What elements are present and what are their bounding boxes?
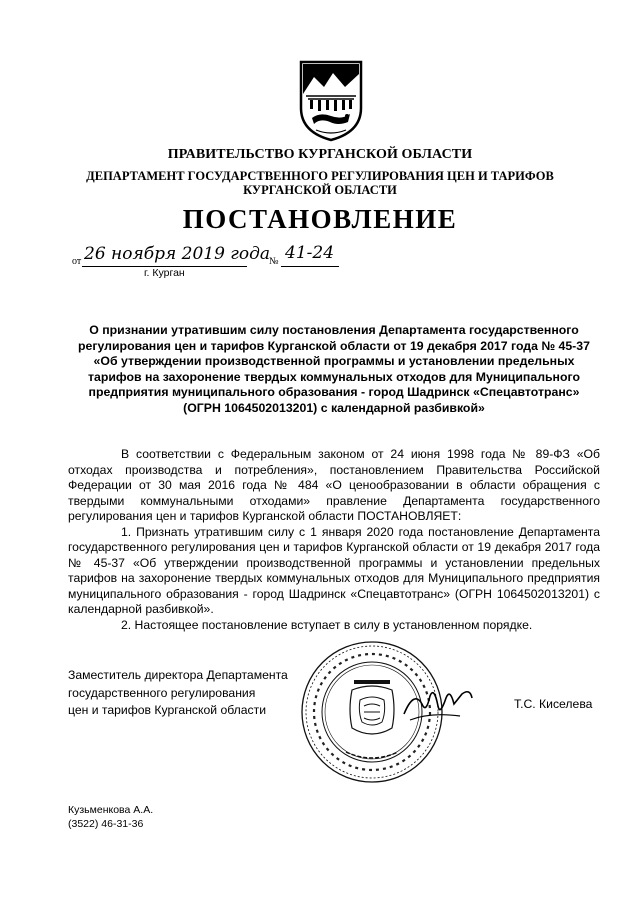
document-subject: О признании утратившим силу постановления Департамента государственного регулирования цен и тарифов Курганской области от 19 декабря 2017 года № 45-37 «Об утверждении производственной программы и установлении предельных тарифов на захоронение твердых коммунальных отходов для Муниципального предприятия муниципального образования - город Шадринск «Спецавтотранс» (ОГРН 1064502013201) с календарной разбивкой» <box>78 323 590 415</box>
date-prefix: от <box>72 256 82 267</box>
government-name: ПРАВИТЕЛЬСТВО КУРГАНСКОЙ ОБЛАСТИ <box>167 147 473 162</box>
handwritten-signature <box>400 684 476 726</box>
executor-info <box>68 803 153 831</box>
preamble-paragraph: В соответствии с Федеральным законом от 24 июня 1998 года № 89-ФЗ «Об отходах производства и потребления», постановлением Правительства Российской Федерации от 30 мая 2016 года № 484 «О ценообразовании в области обращения с твердыми коммунальными отходами» правление Департамента государственного регулирования цен и тарифов Курганской области ПОСТАНОВЛЯЕТ: <box>68 447 600 523</box>
department-name-line2: КУРГАНСКОЙ ОБЛАСТИ <box>243 183 397 197</box>
signer-position <box>68 667 288 720</box>
document-body <box>68 447 600 633</box>
executor-phone: (3522) 46-31-36 <box>68 818 144 830</box>
signer-position-line1: Заместитель директора Департамента <box>68 668 288 682</box>
signer-name: Т.С. Киселева <box>514 697 593 711</box>
signer-position-line3: цен и тарифов Курганской области <box>68 703 267 717</box>
department-name-line1: ДЕПАРТАМЕНТ ГОСУДАРСТВЕННОГО РЕГУЛИРОВАНИЯ ЦЕН И ТАРИФОВ <box>86 169 554 183</box>
number-underline <box>281 266 339 267</box>
handwritten-number: 41-24 <box>285 243 335 263</box>
item-2-paragraph: 2. Настоящее постановление вступает в силу в установленном порядке. <box>121 617 533 632</box>
city-name: г. Курган <box>144 267 185 279</box>
coat-of-arms-emblem <box>298 60 364 142</box>
number-prefix: № <box>269 256 279 267</box>
handwritten-date: 26 ноября 2019 года <box>84 244 271 264</box>
document-type-title: ПОСТАНОВЛЕНИЕ <box>182 204 458 234</box>
date-number-row <box>72 242 372 272</box>
signer-position-line2: государственного регулирования <box>68 685 256 700</box>
executor-name: Кузьменкова А.А. <box>68 804 154 816</box>
item-1-paragraph: 1. Признать утратившим силу с 1 января 2020 года постановление Департамента государственного регулирования цен и тарифов Курганской области от 19 декабря 2017 года № 45-37 «Об утверждении производственной программы и установлении предельных тарифов на захоронение твердых коммунальных отходов для Муниципального предприятия муниципального образования - город Шадринск «Спецавтотранс» (ОГРН 1064502013201) с календарной разбивкой». <box>68 524 600 616</box>
